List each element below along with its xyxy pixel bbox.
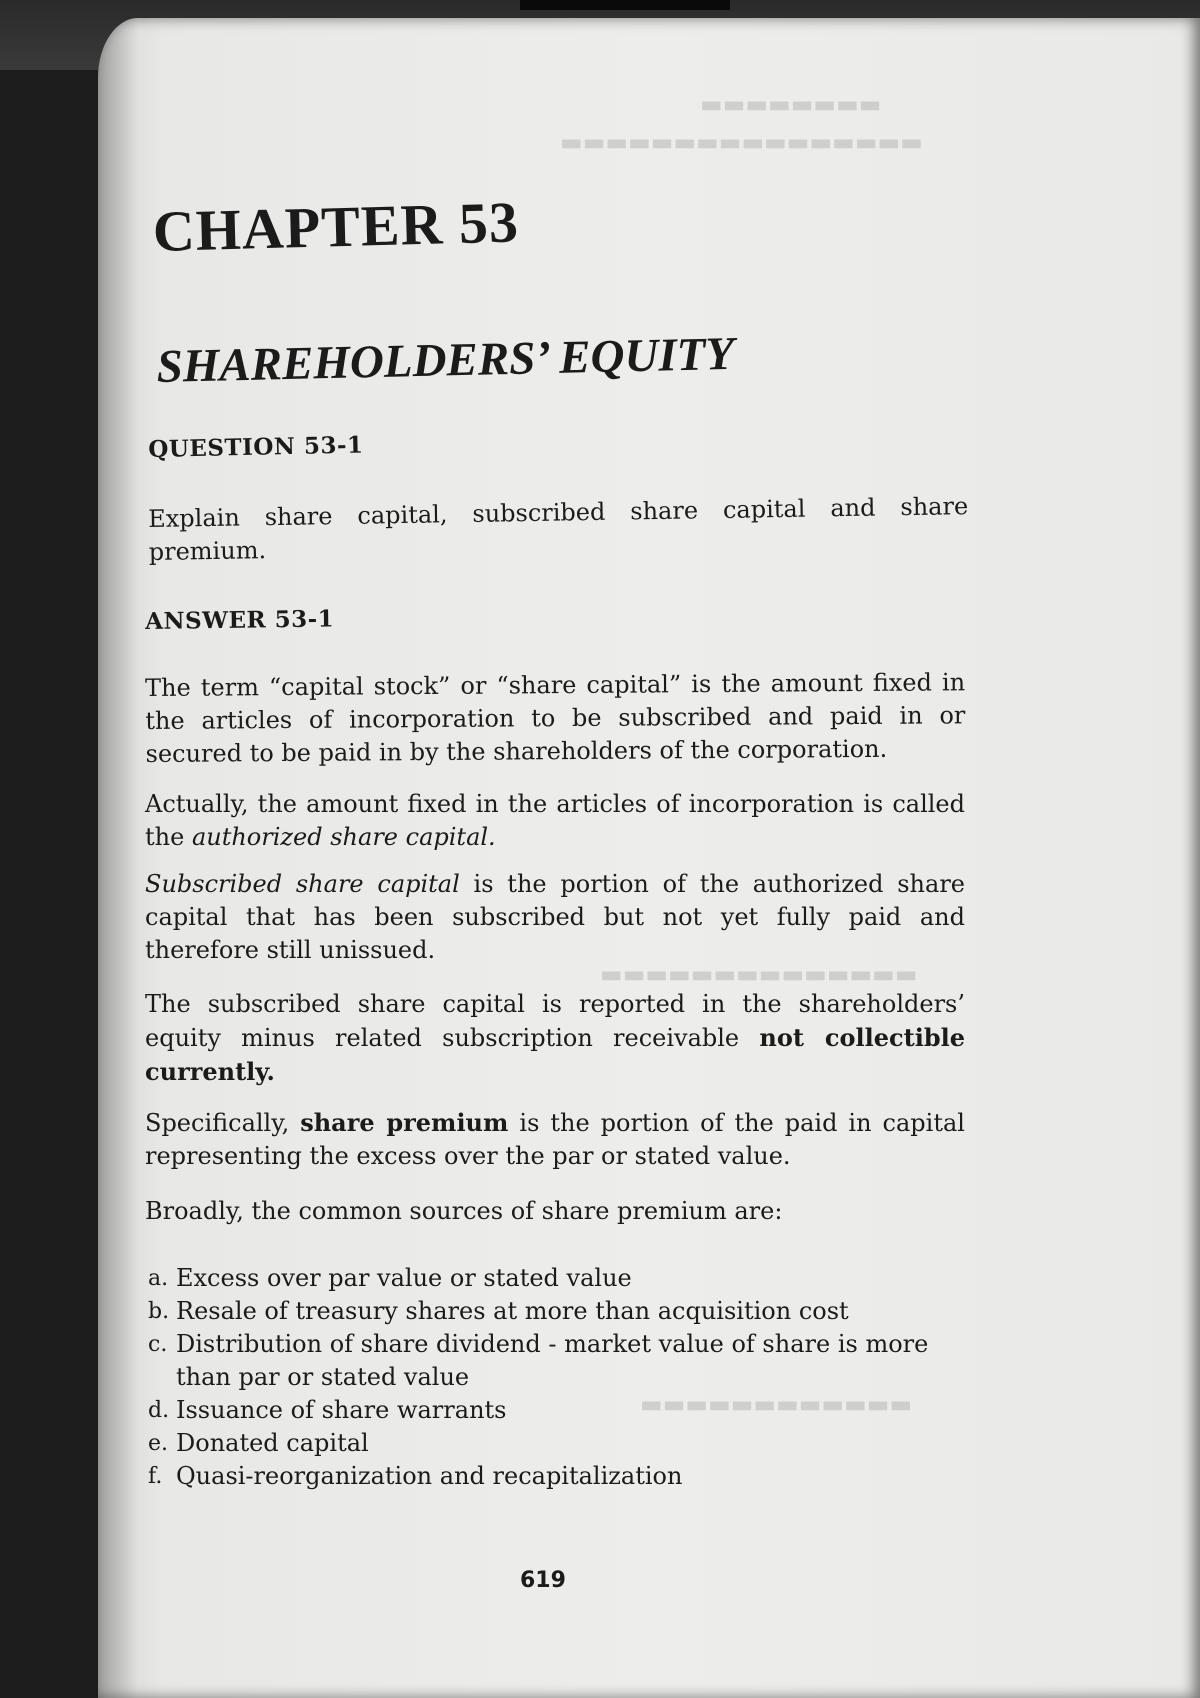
bold-text: share premium bbox=[300, 1108, 509, 1137]
list-item bbox=[148, 1295, 988, 1328]
list-item-text: Distribution of share dividend - market value of share is more than par or stated value bbox=[176, 1330, 929, 1391]
paragraph-text: Actually, the amount fixed in the articles of incorporation is called the bbox=[145, 790, 965, 851]
list-item bbox=[148, 1262, 988, 1295]
list-item-text: Excess over par value or stated value bbox=[176, 1264, 632, 1292]
answer-paragraph: The term “capital stock” or “share capital” is the amount fixed in the articles of incorporation to be subscribed and paid in or secured to be paid in by the shareholders of the corporation. bbox=[145, 668, 966, 768]
answer-paragraph: Broadly, the common sources of share premium are: bbox=[145, 1197, 783, 1225]
list-item bbox=[148, 1328, 988, 1394]
list-marker: c. bbox=[148, 1332, 168, 1357]
list-item-text: Issuance of share warrants bbox=[176, 1396, 507, 1424]
chapter-subject: SHAREHOLDERS’ EQUITY bbox=[156, 327, 735, 393]
page-number: 619 bbox=[520, 1568, 566, 1593]
question-text: Explain share capital, subscribed share capital and share premium. bbox=[148, 492, 969, 566]
bold-text: not collectible currently. bbox=[145, 1023, 965, 1086]
bleed-through-shadow: ▬▬▬▬▬▬▬▬▬▬▬▬▬▬ bbox=[600, 960, 918, 988]
question-heading: QUESTION 53-1 bbox=[148, 431, 364, 463]
list-item-text: Quasi-reorganization and recapitalization bbox=[176, 1462, 683, 1490]
list-marker: f. bbox=[148, 1464, 163, 1489]
list-item-text: Donated capital bbox=[176, 1429, 369, 1457]
list-marker: e. bbox=[148, 1431, 169, 1456]
share-premium-sources-list bbox=[148, 1262, 988, 1493]
paragraph-text: The subscribed share capital is reported in the shareholders’ equity minus related subscription receivable bbox=[145, 990, 965, 1052]
answer-paragraph bbox=[145, 788, 965, 854]
bleed-through-shadow: ▬▬▬▬▬▬▬▬▬▬▬▬▬▬▬▬ bbox=[560, 128, 923, 156]
chapter-title: CHAPTER 53 bbox=[152, 189, 520, 264]
emphasis-text: authorized share capital. bbox=[191, 823, 496, 851]
paragraph-text: is the portion of the authorized share capital that has been subscribed but not yet fully paid and therefore still unissued. bbox=[145, 870, 966, 964]
list-item bbox=[148, 1427, 988, 1460]
list-item bbox=[148, 1394, 988, 1427]
paragraph-text: is the portion of the paid in capital representing the excess over the par or stated value. bbox=[145, 1109, 965, 1170]
list-marker: b. bbox=[148, 1299, 170, 1324]
emphasis-text: Subscribed share capital bbox=[145, 870, 460, 898]
list-marker: a. bbox=[148, 1266, 169, 1291]
list-item bbox=[148, 1460, 988, 1493]
answer-paragraph bbox=[145, 868, 965, 967]
bleed-through-shadow: ▬▬▬▬▬▬▬▬ bbox=[700, 90, 882, 118]
bleed-through-shadow: ▬▬▬▬▬▬▬▬▬▬▬▬ bbox=[640, 1390, 913, 1418]
answer-heading: ANSWER 53-1 bbox=[145, 605, 335, 635]
paragraph-text: Specifically, bbox=[145, 1109, 301, 1137]
list-item-text: Resale of treasury shares at more than acquisition cost bbox=[176, 1297, 849, 1325]
answer-paragraph bbox=[145, 988, 965, 1089]
answer-paragraph bbox=[145, 1106, 965, 1173]
list-marker: d. bbox=[148, 1398, 170, 1423]
